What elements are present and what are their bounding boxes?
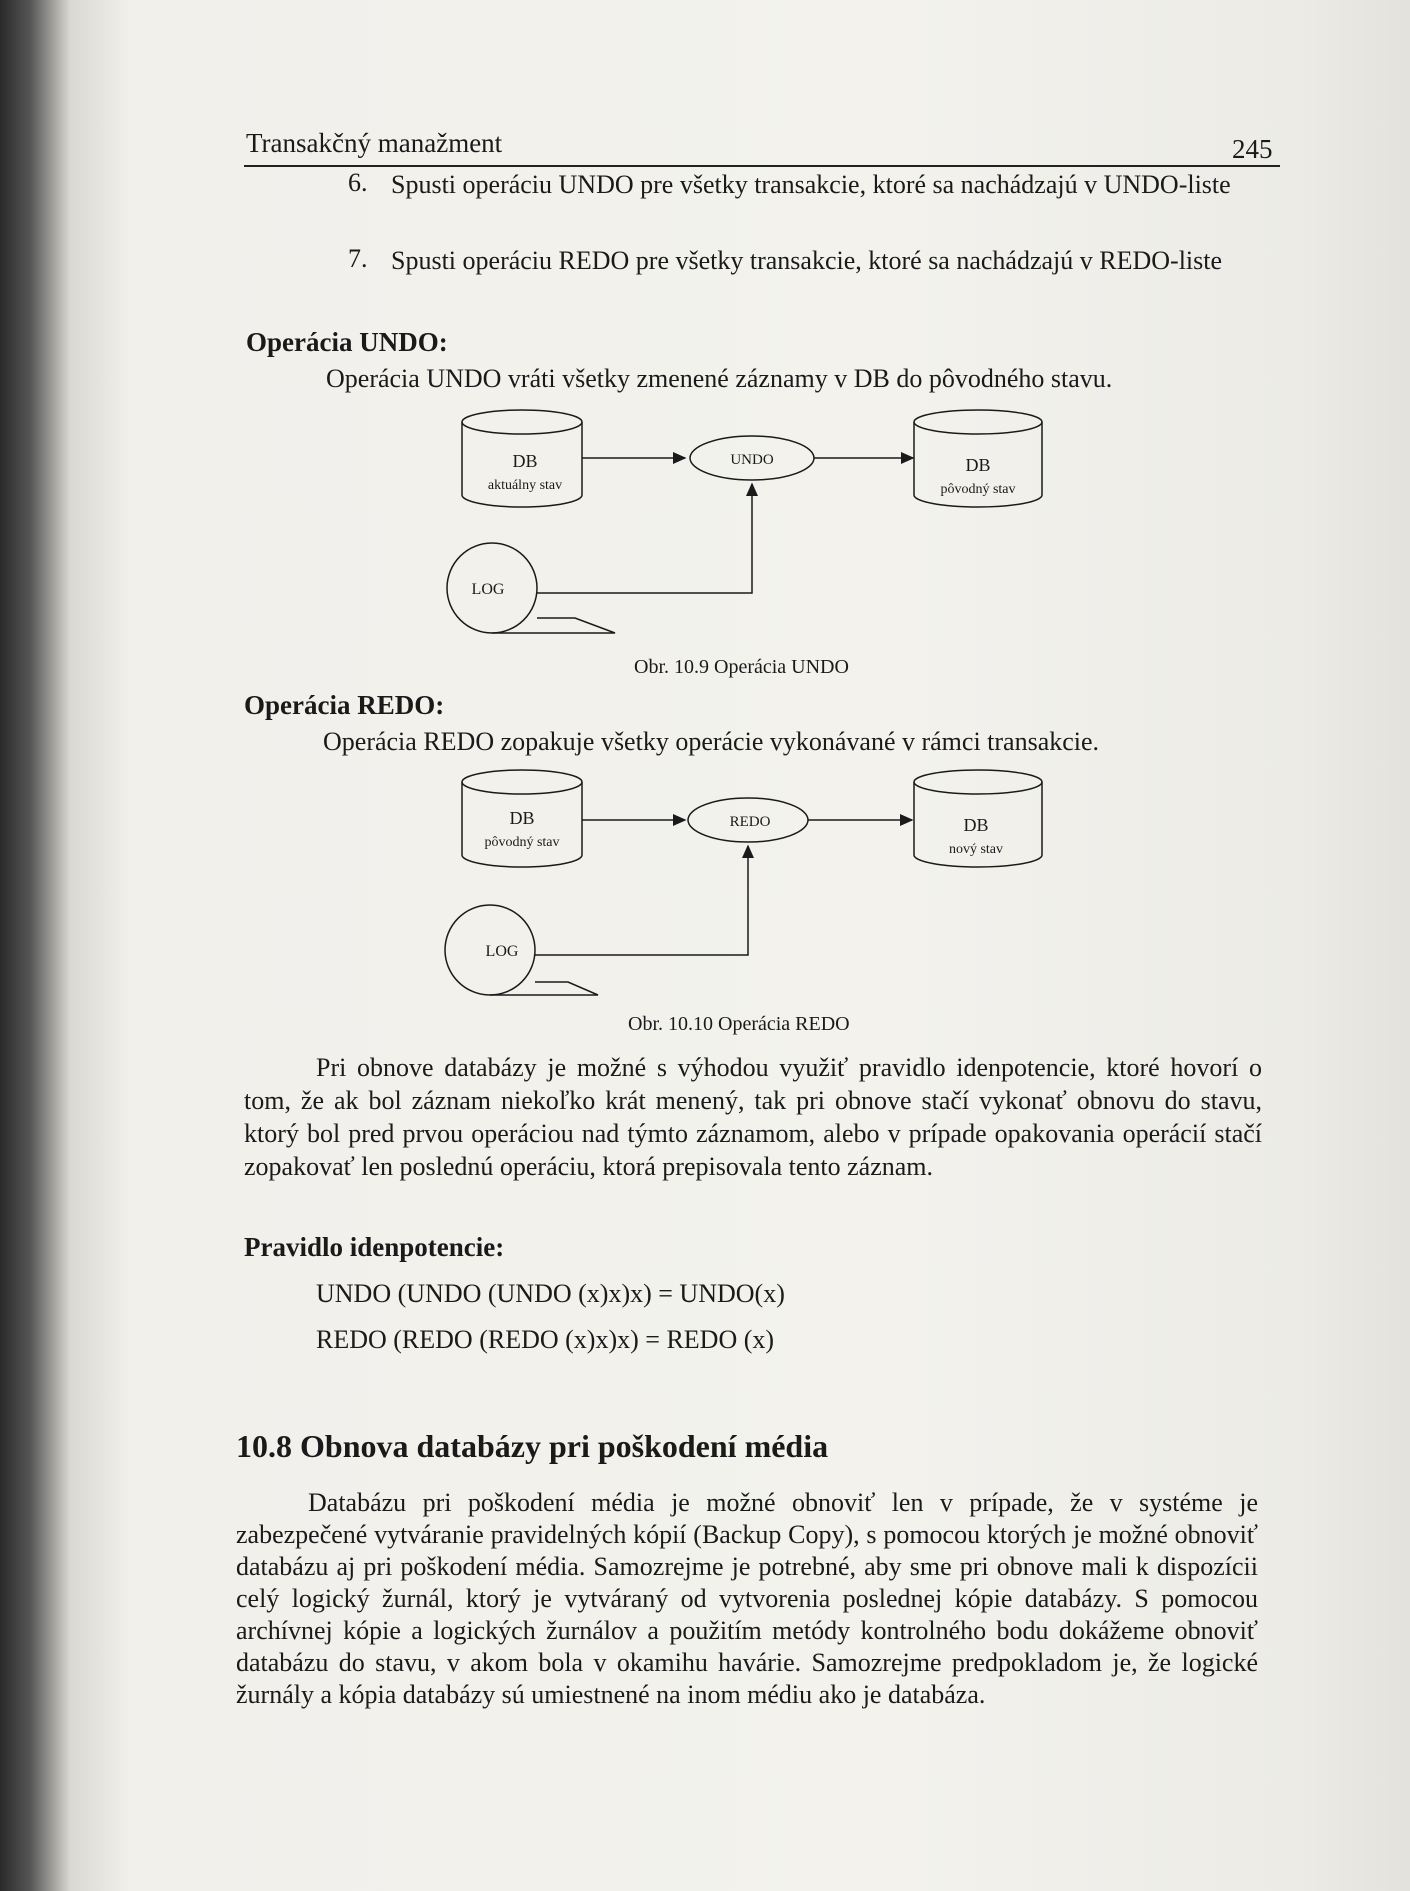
list-item-text: Spusti operáciu REDO pre všetky transakcie, ktoré sa nachádzajú v REDO-liste [391, 246, 1223, 275]
undo-diagram [440, 400, 1060, 645]
undo-op-ellipse [690, 436, 814, 480]
log-circle [445, 905, 598, 995]
header-rule [244, 165, 1280, 167]
db-right-label: DB [965, 455, 991, 475]
undo-heading: Operácia UNDO: [246, 327, 448, 357]
db-left-cylinder [462, 770, 582, 867]
db-right-cylinder [914, 770, 1042, 867]
arrow-log-to-op [537, 484, 752, 593]
db-right-sub: pôvodný stav [940, 482, 1016, 497]
log-label: LOG [471, 581, 505, 598]
db-left-sub: pôvodný stav [484, 835, 560, 850]
idempotence-paragraph: Pri obnove databázy je možné s výhodou využiť pravidlo idenpotencie, ktoré hovorí o tom, že ak bol záznam niekoľko krát menený, tak pri obnove stačí vykonať obnovu do stavu, ktorý bol pred prvou operáciou nad týmto záznamom, alebo v prípade opakovania operácií stačí zopakovať len poslednú operáciu, ktorá prepisovala tento záznam. [244, 1053, 1262, 1181]
undo-caption: Obr. 10.9 Operácia UNDO [634, 656, 849, 678]
section-paragraph: Databázu pri poškodení média je možné obnoviť len v prípade, že v systéme je zabezpečené vytváranie pravidelných kópií (Backup Copy), s pomocou ktorých je možné obnoviť databázu aj pri poškodení média. Samozrejme je potrebné, aby sme pri obnove mali k dispozícii celý logický žurnál, ktorý je vytváraný od vytvorenia poslednej kópie databázy. S pomocou archívnej kópie a logických žurnálov a použitím metódy kontrolného bodu dokážeme obnoviť databázu do stavu, v akom bola v okamihu havárie. Samozrejme predpokladom je, že logické žurnály a kópia databázy sú umiestnené na inom médiu ako je databáza. [236, 1488, 1258, 1709]
formula-redo: REDO (REDO (REDO (x)x)x) = REDO (x) [316, 1325, 775, 1354]
list-item-number: 7. [348, 244, 368, 273]
db-right-sub: nový stav [948, 842, 1004, 857]
redo-heading: Operácia REDO: [244, 690, 445, 720]
undo-description: Operácia UNDO vráti všetky zmenené záznamy v DB do pôvodného stavu. [326, 364, 1113, 393]
rule-heading: Pravidlo idenpotencie: [244, 1232, 505, 1262]
undo-op-label: UNDO [730, 452, 774, 468]
redo-op-label: REDO [729, 814, 771, 830]
list-item-text: Spusti operáciu UNDO pre všetky transakcie, ktoré sa nachádzajú v UNDO-liste [391, 170, 1231, 199]
db-left-sub: aktuálny stav [487, 478, 563, 493]
db-right-cylinder [914, 410, 1042, 507]
log-label: LOG [485, 943, 519, 960]
db-left-label: DB [509, 808, 535, 828]
db-left-cylinder [462, 410, 582, 507]
page-number: 245 [1232, 134, 1273, 164]
redo-caption: Obr. 10.10 Operácia REDO [628, 1013, 850, 1035]
list-item-number: 6. [348, 168, 368, 197]
redo-op-ellipse [688, 798, 808, 842]
formula-undo: UNDO (UNDO (UNDO (x)x)x) = UNDO(x) [316, 1279, 785, 1308]
section-title: 10.8 Obnova databázy pri poškodení média [236, 1428, 829, 1464]
redo-description: Operácia REDO zopakuje všetky operácie vykonávané v rámci transakcie. [323, 727, 1100, 756]
db-left-label: DB [512, 451, 538, 471]
running-header-title: Transakčný manažment [246, 128, 503, 158]
redo-diagram [440, 760, 1060, 1000]
log-circle [447, 543, 615, 633]
db-right-label: DB [963, 815, 989, 835]
